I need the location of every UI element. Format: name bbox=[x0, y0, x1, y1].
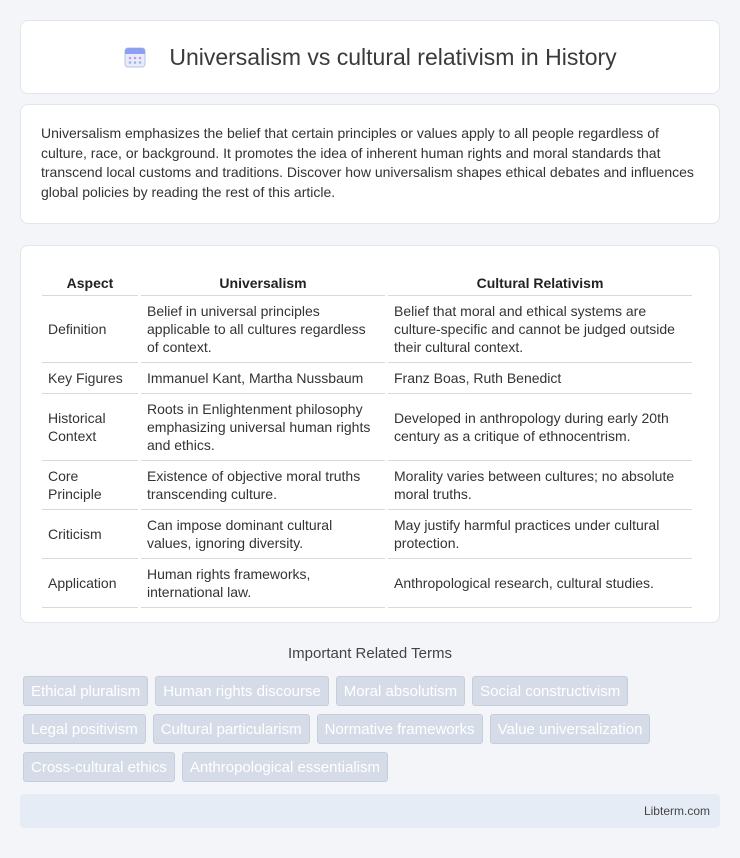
tag-label: Anthropological essentialism bbox=[189, 759, 380, 776]
table-cell: May justify harmful practices under cultural protection. bbox=[388, 510, 692, 559]
table-cell: Belief in universal principles applicable to all cultures regardless of context. bbox=[141, 296, 385, 363]
table-cell: Belief that moral and ethical systems are culture-specific and cannot be judged outside their cultural context. bbox=[388, 296, 692, 363]
table-row bbox=[42, 296, 692, 363]
table-row bbox=[42, 510, 692, 559]
related-term-tag[interactable] bbox=[490, 714, 651, 744]
table-row bbox=[42, 363, 692, 394]
related-term-tag[interactable] bbox=[472, 676, 628, 706]
table-cell: Key Figures bbox=[42, 363, 138, 394]
footer-brand-link[interactable]: Libterm.com bbox=[643, 804, 710, 818]
related-terms-title: Important Related Terms bbox=[288, 645, 452, 662]
table-cell: Anthropological research, cultural studies. bbox=[388, 559, 692, 608]
intro-card bbox=[20, 104, 720, 224]
tag-label: Normative frameworks bbox=[324, 721, 475, 738]
comparison-table bbox=[39, 266, 695, 608]
comparison-table-card bbox=[20, 245, 720, 623]
footer bbox=[20, 794, 720, 828]
table-cell: Criticism bbox=[42, 510, 138, 559]
related-term-tag[interactable] bbox=[317, 714, 483, 744]
table-row bbox=[42, 461, 692, 510]
table-row bbox=[42, 394, 692, 461]
tag-label: Social constructivism bbox=[480, 683, 621, 700]
tag-label: Cultural particularism bbox=[160, 721, 302, 738]
tag-label: Legal positivism bbox=[31, 721, 138, 738]
table-cell: Franz Boas, Ruth Benedict bbox=[388, 363, 692, 394]
table-cell: Core Principle bbox=[42, 461, 138, 510]
table-cell: Immanuel Kant, Martha Nussbaum bbox=[141, 363, 385, 394]
table-cell: Human rights frameworks, international law. bbox=[141, 559, 385, 608]
column-header: Aspect bbox=[42, 266, 138, 296]
table-cell: Can impose dominant cultural values, ignoring diversity. bbox=[141, 510, 385, 559]
column-header: Universalism bbox=[141, 266, 385, 296]
related-term-tag[interactable] bbox=[23, 676, 148, 706]
table-cell: Existence of objective moral truths transcending culture. bbox=[141, 461, 385, 510]
page-title: Universalism vs cultural relativism in History bbox=[169, 43, 617, 70]
tag-label: Cross-cultural ethics bbox=[31, 759, 167, 776]
table-cell: Historical Context bbox=[42, 394, 138, 461]
table-cell: Roots in Enlightenment philosophy emphasizing universal human rights and ethics. bbox=[141, 394, 385, 461]
table-cell: Definition bbox=[42, 296, 138, 363]
table-cell: Morality varies between cultures; no absolute moral truths. bbox=[388, 461, 692, 510]
related-term-tag[interactable] bbox=[23, 714, 146, 744]
related-term-tag[interactable] bbox=[182, 752, 388, 782]
table-cell: Developed in anthropology during early 20th century as a critique of ethnocentrism. bbox=[388, 394, 692, 461]
related-term-tag[interactable] bbox=[155, 676, 329, 706]
related-term-tag[interactable] bbox=[23, 752, 175, 782]
table-header-row bbox=[42, 266, 692, 296]
tag-label: Human rights discourse bbox=[163, 683, 321, 700]
column-header: Cultural Relativism bbox=[388, 266, 692, 296]
table-row bbox=[42, 559, 692, 608]
related-term-tag[interactable] bbox=[153, 714, 310, 744]
intro-text: Universalism emphasizes the belief that certain principles or values apply to all people regardless of culture, race, or background. It promotes the idea of inherent human rights and moral standards that transcend local customs and traditions. Discover how universalism shapes ethical debates and influences global policies by reading the rest of this article. bbox=[41, 125, 694, 200]
table-cell: Application bbox=[42, 559, 138, 608]
tag-label: Moral absolutism bbox=[343, 683, 458, 700]
tag-label: Value universalization bbox=[497, 721, 643, 738]
header-card bbox=[20, 20, 720, 94]
calendar-icon bbox=[123, 45, 147, 69]
related-term-tag[interactable] bbox=[336, 676, 465, 706]
tag-label: Ethical pluralism bbox=[31, 683, 141, 700]
related-terms-list bbox=[23, 676, 713, 782]
